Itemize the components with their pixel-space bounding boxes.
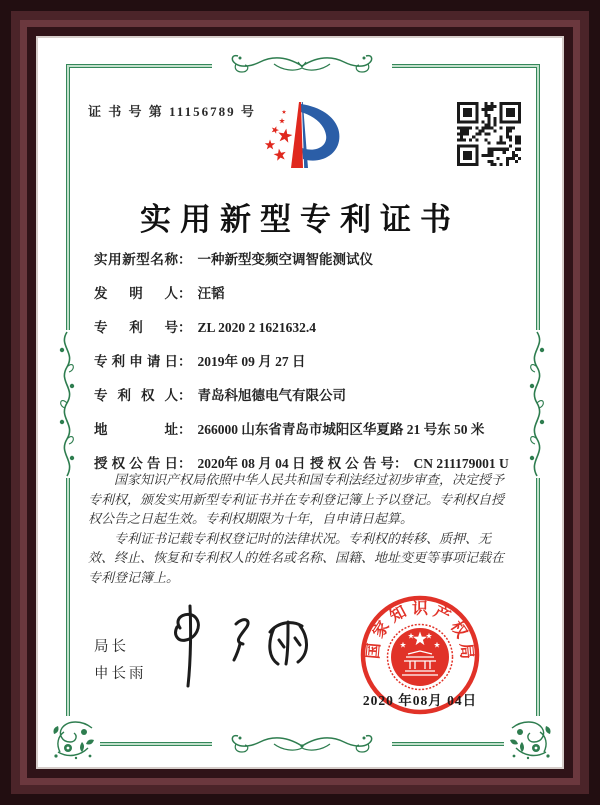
left-swirl-ornament [53, 330, 81, 478]
legal-paragraph-2: 专利证书记载专利权登记时的法律状况。专利权的转移、质押、无效、终止、恢复和专利权人的姓名或名称、国籍、地址变更等事项记载在专利登记簿上。 [88, 530, 505, 585]
field-value: 2019年 09 月 27 日 [197, 354, 306, 369]
top-scroll-ornament [212, 50, 392, 80]
qr-code [457, 102, 521, 171]
field-row-patentee: 专利权人： 青岛科旭德电气有限公司 [94, 386, 534, 420]
field-list [94, 250, 534, 488]
field-value: ZL 2020 2 1621632.4 [197, 320, 317, 335]
bottom-right-floral-ornament [504, 716, 556, 768]
field-value: 汪韬 [197, 286, 225, 301]
legal-text [88, 470, 514, 587]
field-label: 发明人 [94, 286, 178, 301]
field-label: 实用新型名称 [94, 252, 178, 267]
field-row-filing-date: 专利申请日： 2019年 09 月 27 日 [94, 352, 534, 386]
field-value: 2020年 08 月 04 日 [197, 456, 306, 471]
svg-text:局: 局 [456, 642, 475, 660]
certificate-number: 证 书 号 第 11156789 号 [88, 104, 256, 119]
svg-text:家: 家 [370, 618, 394, 642]
seal-date: 2020 年08月 04日 [362, 693, 478, 708]
signer-title: 局长 [94, 639, 129, 655]
field-row-address: 地址： 266000 山东省青岛市城阳区华夏路 21 号东 50 米 [94, 420, 534, 454]
field-row-inventor: 发明人： 汪韬 [94, 284, 534, 318]
svg-text:产: 产 [430, 603, 453, 626]
field-value: 266000 山东省青岛市城阳区华夏路 21 号东 50 米 [197, 422, 485, 437]
field-label: 专利号 [94, 320, 178, 335]
bottom-left-floral-ornament [48, 716, 100, 768]
bottom-scroll-ornament [212, 730, 392, 760]
field-row-name: 实用新型名称： 一种新型变频空调智能测试仪 [94, 250, 534, 284]
field-row-patent-no: 专利号： ZL 2020 2 1621632.4 [94, 318, 534, 352]
signer-name: 申长雨 [94, 666, 147, 682]
field-value: 青岛科旭德电气有限公司 [197, 388, 346, 403]
field-grant-number: 授权公告号： CN 211179001 U [310, 454, 509, 474]
legal-paragraph-1: 国家知识产权局依照中华人民共和国专利法经过初步审查，决定授予专利权，颁发实用新型专利证书并在专利登记簿上予以登记。专利权自授权公告之日起生效。专利权期限为十年，自申请日起算。 [88, 472, 505, 526]
field-row-grant: 授权公告日： 2020年 08 月 04 日 授权公告号： CN 211179001 U [94, 454, 534, 488]
signature-icon [150, 598, 335, 698]
field-label: 专利权人 [94, 388, 178, 403]
field-value: CN 211179001 U [413, 456, 509, 471]
svg-text:识: 识 [411, 600, 429, 618]
field-label: 地址 [94, 422, 178, 437]
cnipa-logo-icon [240, 98, 360, 177]
field-label: 授权公告日 [94, 456, 178, 471]
field-value: 一种新型变频空调智能测试仪 [197, 252, 373, 267]
signer-block [94, 634, 147, 688]
svg-text:知: 知 [387, 603, 410, 626]
field-label: 专利申请日 [94, 354, 178, 369]
logo-stars-icon [265, 110, 293, 161]
certificate-title: 实用新型专利证书 [140, 202, 460, 237]
field-label: 授权公告号 [310, 456, 394, 471]
svg-text:权: 权 [446, 618, 470, 642]
svg-text:国: 国 [365, 642, 384, 660]
